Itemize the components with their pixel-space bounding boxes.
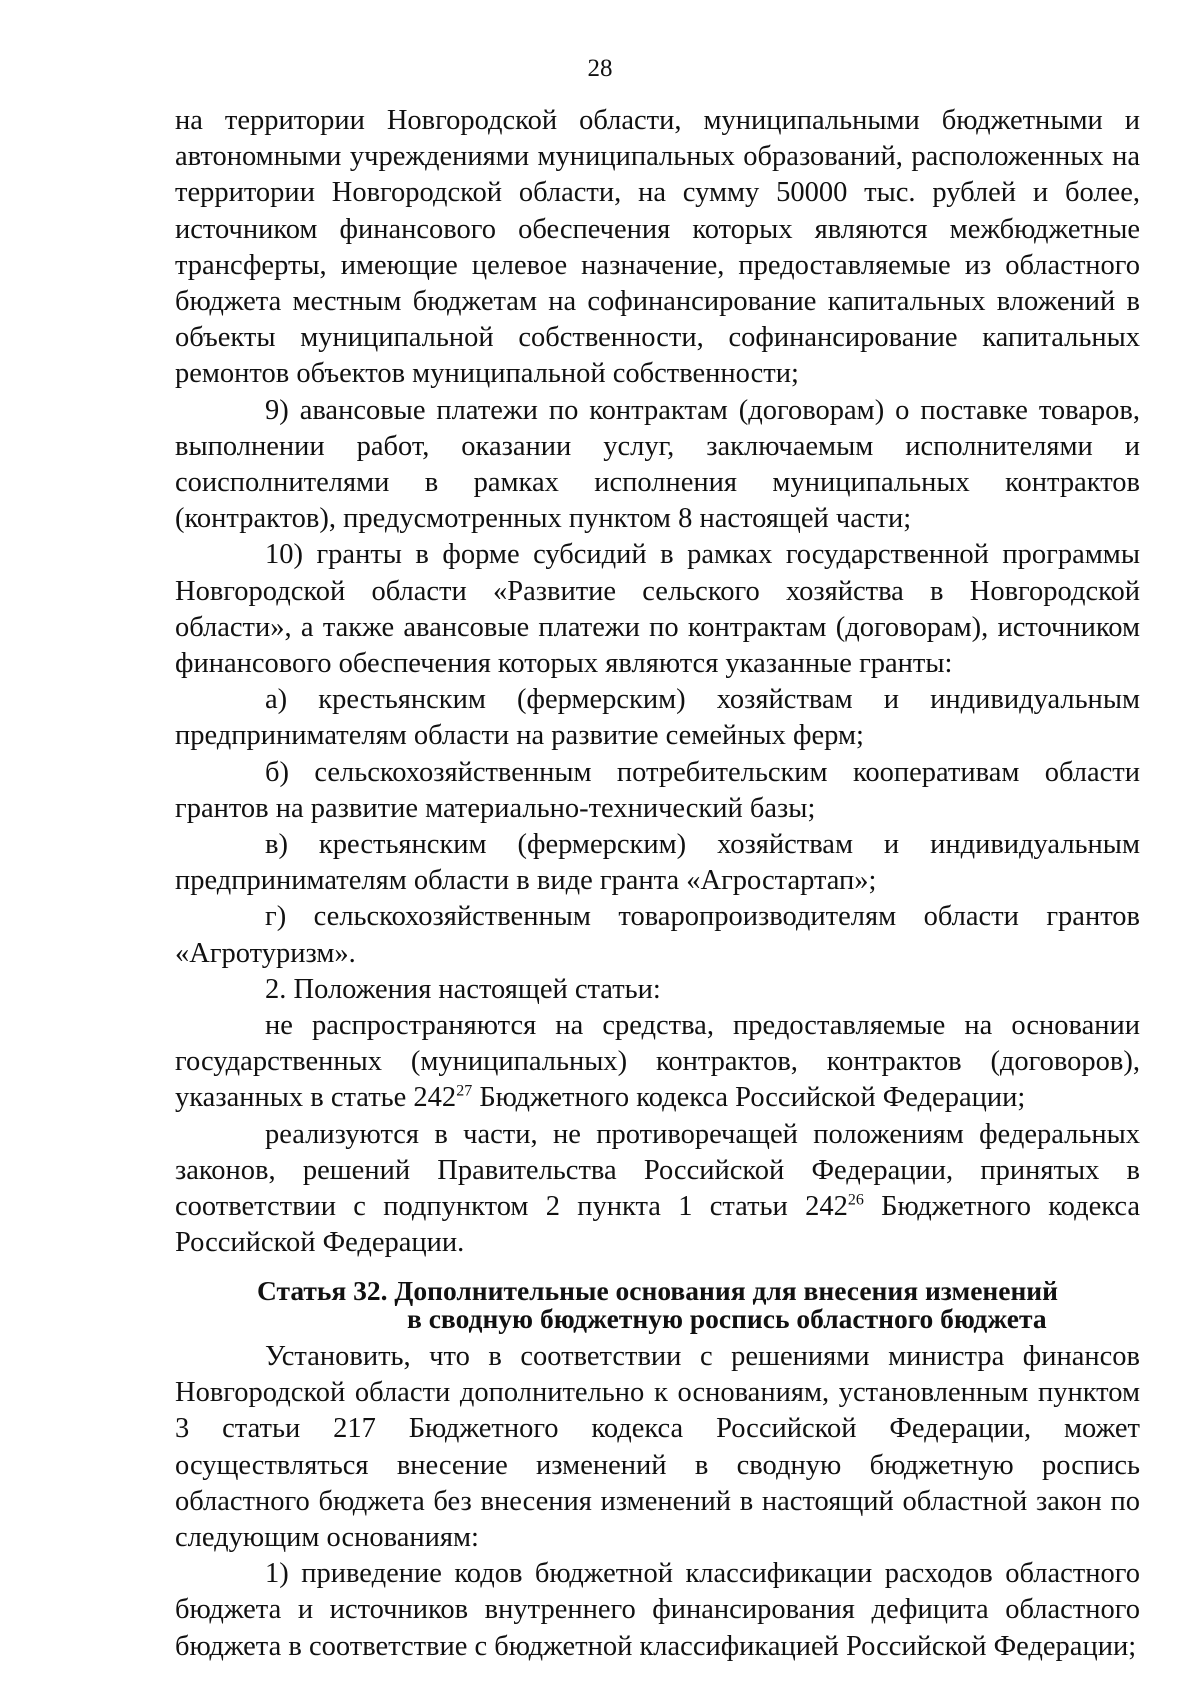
article-superscript-27: 27 [456,1082,473,1100]
paragraph-item-9: 9) авансовые платежи по контрактам (договорам) о поставке товаров, выполнении работ, оказании услуг, заключаемым исполнителями и соисполнителями в рамках исполнения муниципальных контрактов (контрактов), предусмотренных пунктом 8 настоящей части; [175,394,1140,535]
article-heading-line-1: Статья 32. Дополнительные основания для внесения изменений [257,1275,1058,1306]
article-superscript-26: 26 [847,1191,864,1209]
paragraph-item-10: 10) гранты в форме субсидий в рамках государственной программы Новгородской области «Развитие сельского хозяйства в Новгородской области», а также авансовые платежи по контрактам (договорам), источником финансового обеспечения которых являются указанные гранты: [175,539,1140,680]
body-text [175,103,1140,1262]
paragraph-subitem-v: в) крестьянским (фермерским) хозяйствам и индивидуальным предпринимателям области в виде гранта «Агростартап»; [175,829,1140,897]
paragraph-not-apply-text: не распространяются на средства, предоставляемые на основании государственных (муниципальных) контрактов, контрактов (договоров), указанных в статье 242 [175,1010,1140,1114]
article-intro: Установить, что в соответствии с решениями министра финансов Новгородской области дополнительно к основаниям, установленным пунктом 3 статьи 217 Бюджетного кодекса Российской Федерации, может осуществляться внесение изменений в сводную бюджетную роспись областного бюджета без внесения изменений в настоящий областной закон по следующим основаниям: [175,1341,1140,1554]
paragraph-implemented-text: реализуются в части, не противоречащей положениям федеральных законов, решений Правительства Российской Федерации, принятых в соответствии с подпунктом 2 пункта 1 статьи 242 [175,1118,1140,1223]
paragraph-implemented [175,1117,1140,1262]
paragraph-continuation: на территории Новгородской области, муниципальными бюджетными и автономными учреждениями муниципальных образований, расположенных на территории Новгородской области, на сумму 50000 тыс. рублей и более, источником финансового обеспечения которых являются межбюджетные трансферты, имеющие целевое назначение, предоставляемые из областного бюджета местным бюджетам на софинансирование капитальных вложений в объекты муниципальной собственности, софинансирование капитальных ремонтов объектов муниципальной собственности; [175,105,1140,390]
article-text [175,1339,1140,1665]
article-item-1: 1) приведение кодов бюджетной классификации расходов областного бюджета и источников внутреннего финансирования дефицита областного бюджета в соответствие с бюджетной классификацией Российской Федерации; [175,1558,1140,1662]
paragraph-not-apply-tail: Бюджетного кодекса Российской Федерации; [472,1082,1026,1114]
paragraph-implemented-tail: Бюджетного кодекса Российской Федерации. [175,1191,1140,1259]
paragraph-not-apply [175,1008,1140,1117]
paragraph-part-2: 2. Положения настоящей статьи: [265,973,661,1005]
paragraph-subitem-a: а) крестьянским (фермерским) хозяйствам и индивидуальным предпринимателям области на развитие семейных ферм; [175,684,1140,752]
article-heading [175,1277,1140,1333]
page-number: 28 [587,55,613,82]
paragraph-subitem-b: б) сельскохозяйственным потребительским кооперативам области грантов на развитие материально-технический базы; [175,756,1140,824]
paragraph-subitem-g: г) сельскохозяйственным товаропроизводителям области грантов «Агротуризм». [175,901,1140,969]
article-heading-line-2: в сводную бюджетную роспись областного бюджета [407,1303,1047,1334]
